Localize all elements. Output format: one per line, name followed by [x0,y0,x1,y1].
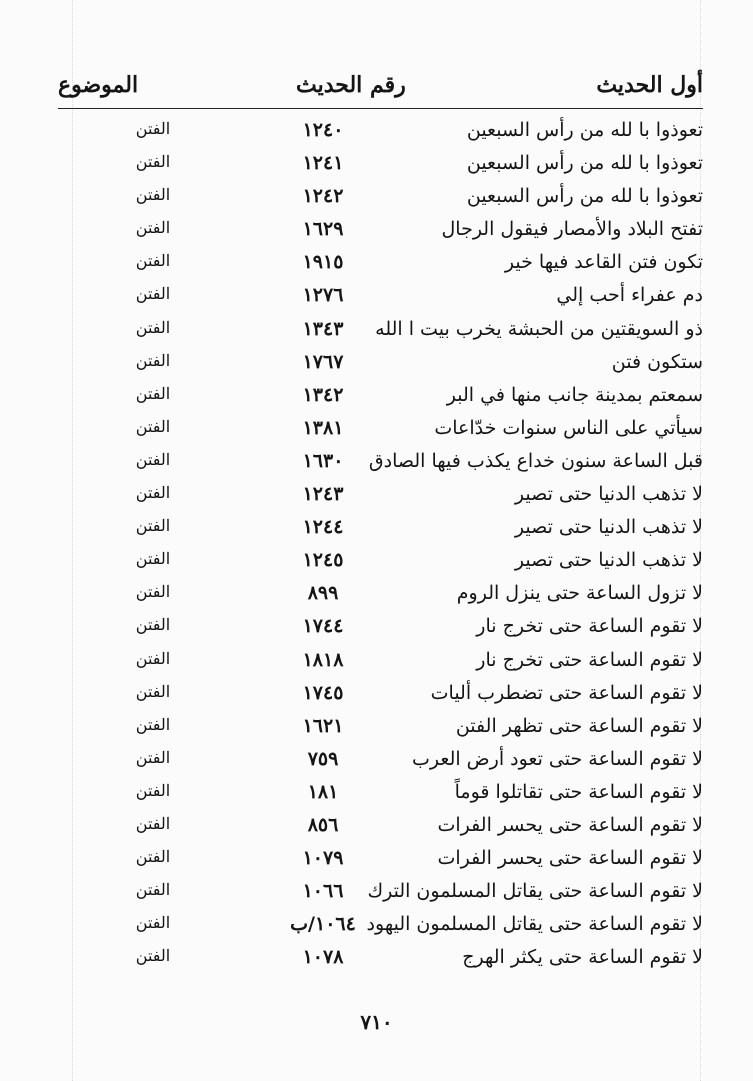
hadith-number: ١٢٤٤ [302,516,344,539]
hadith-first-words: سيأتي على الناس سنوات خدّاعات [434,416,703,439]
hadith-number: ١٢٤٠ [302,119,344,141]
hadith-number: ١٢٤٢ [302,185,344,208]
hadith-number: ١٦٣٠ [302,449,344,472]
hadith-first-words: لا تقوم الساعة حتى يقاتل المسلمون اليهود [366,913,703,936]
hadith-topic: الفتن [135,582,171,602]
hadith-topic: الفتن [135,449,171,469]
hadith-topic: الفتن [135,350,171,370]
hadith-first-words: لا تقوم الساعة حتى يكثر الهرج [462,946,703,969]
header-hadith-number: رقم الحديث [296,72,406,98]
hadith-number: ١٢٤١ [302,152,344,175]
hadith-number: ٨٥٦ [307,813,339,836]
hadith-first-words: لا تذهب الدنيا حتى تصير [514,516,703,539]
hadith-number: ١٦٢٩ [302,218,344,241]
table-row [58,446,703,479]
hadith-first-words: ستكون فتن [611,350,703,373]
hadith-topic: الفتن [135,218,171,238]
table-row [58,115,703,148]
hadith-first-words: لا تقوم الساعة حتى يحسر الفرات [437,847,703,870]
hadith-first-words: تكون فتن القاعد فيها خير [504,251,703,274]
hadith-first-words: دم عفراء أحب إلي [556,284,703,307]
hadith-first-words: لا تقوم الساعة حتى يحسر الفرات [437,813,703,836]
hadith-number: ١٢٤٥ [302,549,344,572]
hadith-topic: الفتن [135,185,171,205]
hadith-topic: الفتن [135,317,171,337]
hadith-number: ١٠٦٤/ب [290,913,356,936]
hadith-first-words: لا تزول الساعة حتى ينزل الروم [456,582,703,605]
header-first-words: أول الحديث [596,72,703,98]
table-row [58,181,703,214]
hadith-topic: الفتن [135,383,171,403]
hadith-topic: الفتن [135,747,171,767]
hadith-number: ١٣٤٢ [302,383,344,406]
hadith-number: ١٢٤٣ [302,483,344,506]
table-row [58,314,703,347]
hadith-number: ١٧٤٤ [302,615,344,638]
page-number: ٧١٠ [360,1010,393,1034]
hadith-number: ١٧٦٧ [302,350,344,373]
hadith-number: ١٦٢١ [302,714,344,737]
hadith-topic: الفتن [135,119,171,138]
hadith-number: ٧٥٩ [307,747,339,770]
table-row [58,645,703,678]
hadith-first-words: لا تقوم الساعة حتى تخرج نار [476,615,703,638]
hadith-first-words: لا تقوم الساعة حتى تضطرب أليات [430,681,703,704]
table-row [58,711,703,744]
header-divider [58,108,703,109]
hadith-number: ٨٩٩ [307,582,339,605]
hadith-number: ١٣٨١ [302,416,344,439]
hadith-number: ١٠٦٦ [302,880,344,903]
hadith-topic: الفتن [135,284,171,304]
table-row [58,247,703,280]
hadith-first-words: تعوذوا با لله من رأس السبعين [466,185,703,208]
hadith-topic: الفتن [135,549,171,569]
table-row [58,413,703,446]
hadith-topic: الفتن [135,648,171,668]
hadith-topic: الفتن [135,251,171,271]
index-table-body [58,115,703,975]
hadith-first-words: لا تقوم الساعة حتى تعود أرض العرب [412,747,703,770]
hadith-number: ١٠٧٩ [302,847,344,870]
hadith-topic: الفتن [135,416,171,436]
header-topic: الموضوع [58,72,139,98]
hadith-first-words: لا تذهب الدنيا حتى تصير [514,549,703,572]
hadith-number: ١٠٧٨ [302,946,344,969]
hadith-first-words: تفتح البلاد والأمصار فيقول الرجال [441,218,703,241]
hadith-topic: الفتن [135,813,171,833]
table-row [58,280,703,313]
table-row [58,479,703,512]
table-row [58,678,703,711]
hadith-number: ١٣٤٣ [302,317,344,340]
table-row [58,512,703,545]
hadith-first-words: لا تقوم الساعة حتى تقاتلوا قوماً [454,780,703,803]
hadith-number: ١٨١ [307,780,339,803]
table-row [58,810,703,843]
hadith-topic: الفتن [135,483,171,503]
hadith-first-words: ذو السويقتين من الحبشة يخرب بيت ا الله [375,317,703,340]
table-header [58,72,703,106]
hadith-topic: الفتن [135,615,171,635]
hadith-first-words: سمعتم بمدينة جانب منها في البر [446,383,703,406]
table-row [58,380,703,413]
hadith-topic: الفتن [135,946,171,966]
table-row [58,777,703,810]
table-row [58,843,703,876]
hadith-topic: الفتن [135,714,171,734]
hadith-number: ١٩١٥ [302,251,344,274]
hadith-number: ١٧٤٥ [302,681,344,704]
hadith-topic: الفتن [135,913,171,933]
hadith-first-words: لا تقوم الساعة حتى يقاتل المسلمون الترك [367,880,703,903]
table-row [58,148,703,181]
hadith-first-words: تعوذوا با لله من رأس السبعين [466,152,703,175]
hadith-first-words: تعوذوا با لله من رأس السبعين [466,119,703,141]
hadith-number: ١٢٧٦ [302,284,344,307]
hadith-first-words: لا تذهب الدنيا حتى تصير [514,483,703,506]
table-row [58,942,703,975]
table-row [58,744,703,777]
hadith-topic: الفتن [135,880,171,900]
table-row [58,611,703,644]
hadith-topic: الفتن [135,847,171,867]
table-row [58,347,703,380]
table-row [58,909,703,942]
table-row [58,578,703,611]
hadith-first-words: لا تقوم الساعة حتى تخرج نار [476,648,703,671]
table-row [58,214,703,247]
table-row [58,545,703,578]
table-row [58,876,703,909]
hadith-topic: الفتن [135,681,171,701]
hadith-first-words: قبل الساعة سنون خداع يكذب فيها الصادق [368,449,703,472]
hadith-topic: الفتن [135,516,171,536]
hadith-topic: الفتن [135,152,171,172]
hadith-topic: الفتن [135,780,171,800]
hadith-first-words: لا تقوم الساعة حتى تظهر الفتن [455,714,703,737]
hadith-number: ١٨١٨ [302,648,344,671]
